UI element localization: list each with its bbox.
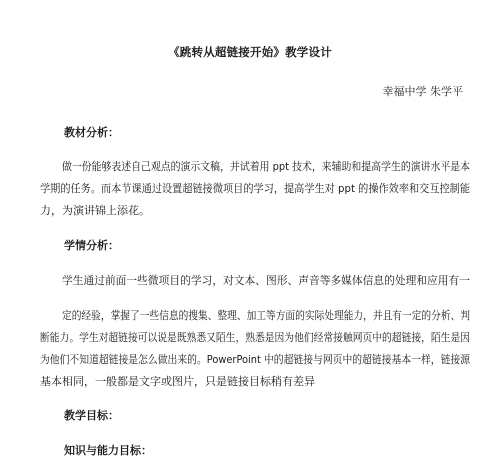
paragraph-line: 断能力。学生对超链接可以说是既熟悉又陌生，熟悉是因为他们经常接触网页中的超链接，陌生是因 [40,331,470,344]
section-heading-materials: 教材分析： [64,126,119,139]
document-title: 《跳转从超链接开始》教学设计 [168,45,332,59]
paragraph-line: 基本相同，一般都是文字或图片，只是链接目标稍有差异 [40,375,315,388]
paragraph-line: 力，为演讲锦上添花。 [40,204,150,217]
section-heading-students: 学情分析： [64,239,119,252]
section-heading-goals: 教学目标： [64,409,119,422]
subsection-heading-knowledge: 知识与能力目标： [64,444,152,457]
paragraph-line: 学生通过前面一些微项目的学习，对文本、图形、声音等多媒体信息的处理和应用有一 [62,274,471,287]
paragraph-line: 定的经验，掌握了一些信息的搜集、整理、加工等方面的实际处理能力，并且有一定的分析、判 [62,309,470,322]
paragraph-line: 为他们不知道超链接是怎么做出来的。PowerPoint 中的超链接与网页中的超链接基本一样，链接源 [40,353,471,366]
paragraph-line: 做一份能够表述自己观点的演示文稿，并试着用 ppt 技术，来辅助和提高学生的演讲水平是本 [62,160,470,173]
document-author: 幸福中学 朱学平 [382,85,463,98]
paragraph-line: 学期的任务。而本节课通过设置超链接微项目的学习，提高学生对 ppt 的操作效率和交互控制能 [40,182,471,195]
